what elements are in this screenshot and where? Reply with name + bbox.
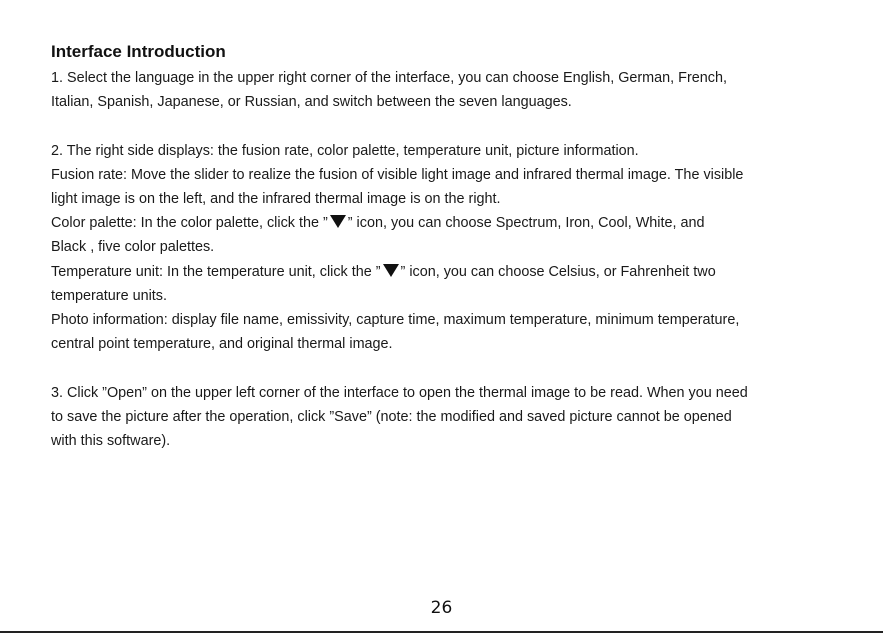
language-instruction-line-2: Italian, Spanish, Japanese, or Russian, and switch between the seven languages. (51, 94, 572, 111)
temperature-unit-line-2: temperature units. (51, 287, 167, 304)
section-heading: Interface Introduction (51, 42, 226, 61)
color-palette-text-after: ” icon, you can choose Spectrum, Iron, Cool, White, and (347, 215, 705, 232)
language-instruction-line-1: 1. Select the language in the upper right corner of the interface, you can choose English, German, French, (51, 70, 727, 86)
open-save-line-2: to save the picture after the operation, click ”Save” (note: the modified and saved picture cannot be opened (51, 408, 732, 425)
photo-information-line-2: central point temperature, and original thermal image. (51, 336, 393, 353)
paragraph-gap (51, 114, 851, 138)
fusion-rate-line-1: Fusion rate: Move the slider to realize the fusion of visible light image and infrared thermal image. The visible (51, 166, 744, 183)
bottom-divider (0, 631, 883, 633)
temperature-unit-text-before: Temperature unit: In the temperature unit, click the ” (51, 263, 381, 280)
down-triangle-icon (330, 215, 346, 228)
color-palette-line-2: Black , five color palettes. (51, 239, 215, 256)
color-palette-text-before: Color palette: In the color palette, click the ” (51, 215, 328, 232)
temperature-unit-text-after: ” icon, you can choose Celsius, or Fahrenheit two (400, 263, 716, 280)
right-side-intro: 2. The right side displays: the fusion rate, color palette, temperature unit, picture information. (51, 142, 639, 159)
photo-information-line-1: Photo information: display file name, emissivity, capture time, maximum temperature, minimum temperature, (51, 312, 740, 329)
paragraph-gap (51, 356, 851, 380)
body-text (51, 66, 851, 453)
page-number: 26 (430, 598, 453, 618)
open-save-line-1: 3. Click ”Open” on the upper left corner of the interface to open the thermal image to be read. When you need (51, 384, 748, 401)
open-save-line-3: with this software). (51, 433, 171, 450)
temperature-unit-line-1 (51, 260, 851, 284)
fusion-rate-line-2: light image is on the left, and the infrared thermal image is on the right. (51, 191, 501, 207)
down-triangle-icon (383, 264, 399, 277)
color-palette-line-1 (51, 211, 851, 235)
